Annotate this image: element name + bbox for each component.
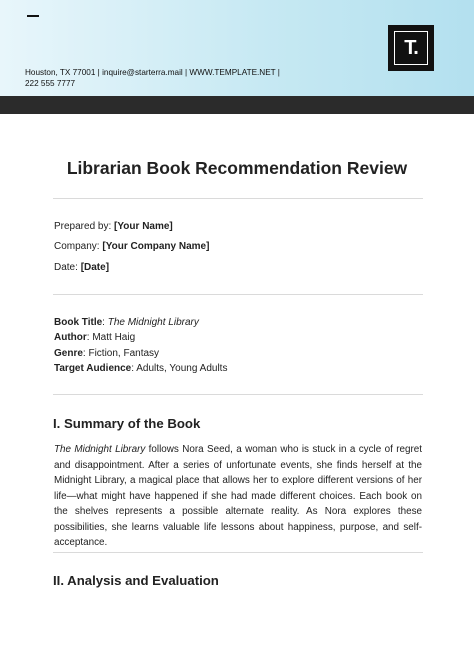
divider — [53, 294, 423, 295]
audience-value: Adults, Young Adults — [136, 363, 228, 374]
prepared-by-value: [Your Name] — [114, 221, 173, 232]
prepared-by-label: Prepared by: — [54, 221, 112, 232]
prepared-by-line — [54, 221, 173, 232]
company-line — [54, 241, 209, 252]
book-title-label: Book Title — [54, 317, 103, 328]
genre-label: Genre — [54, 348, 83, 359]
date-label: Date: — [54, 262, 78, 273]
contact-line-2: 222 555 7777 — [25, 79, 76, 88]
company-label: Company: — [54, 241, 100, 252]
book-title-line: Book Title: The Midnight Library — [54, 317, 199, 328]
logo-mark: T. — [394, 31, 428, 65]
book-title-value: The Midnight Library — [107, 317, 199, 328]
summary-text: follows Nora Seed, a woman who is stuck in a cycle of regret and disappointment. After a series of unfortunate events, she finds herself at the Midnight Library, a magical place that allows her to explore different versions of her life—what might have happened if she had made different choices. Each book on the shelves represents a possible alternate reality. As Nora explores these possibilities, she learns valuable life lessons about happiness, purpose, and self-acceptance. — [54, 444, 423, 548]
date-line — [54, 262, 109, 273]
author-value: Matt Haig — [92, 332, 136, 343]
company-value: [Your Company Name] — [102, 241, 210, 252]
divider — [53, 552, 423, 553]
page-header — [0, 0, 474, 96]
summary-book-title: The Midnight Library — [54, 444, 146, 455]
divider — [53, 394, 423, 395]
genre-line: Genre: Fiction, Fantasy — [54, 348, 160, 359]
contact-line-1: Houston, TX 77001 | inquire@starterra.mail | WWW.TEMPLATE.NET | — [25, 68, 280, 77]
section-heading-summary: I. Summary of the Book — [53, 416, 201, 431]
author-line: Author: Matt Haig — [54, 332, 136, 343]
section-heading-analysis: II. Analysis and Evaluation — [53, 573, 219, 588]
summary-paragraph — [54, 442, 422, 551]
audience-line: Target Audience: Adults, Young Adults — [54, 363, 228, 374]
logo — [388, 25, 434, 71]
author-label: Author — [54, 332, 87, 343]
contact-info — [25, 67, 280, 89]
document-title: Librarian Book Recommendation Review — [66, 158, 408, 178]
genre-value: Fiction, Fantasy — [88, 348, 160, 359]
audience-label: Target Audience — [54, 363, 132, 374]
divider — [53, 198, 423, 199]
date-value: [Date] — [80, 262, 110, 273]
header-band — [0, 96, 474, 114]
menu-dash-icon — [27, 15, 39, 17]
